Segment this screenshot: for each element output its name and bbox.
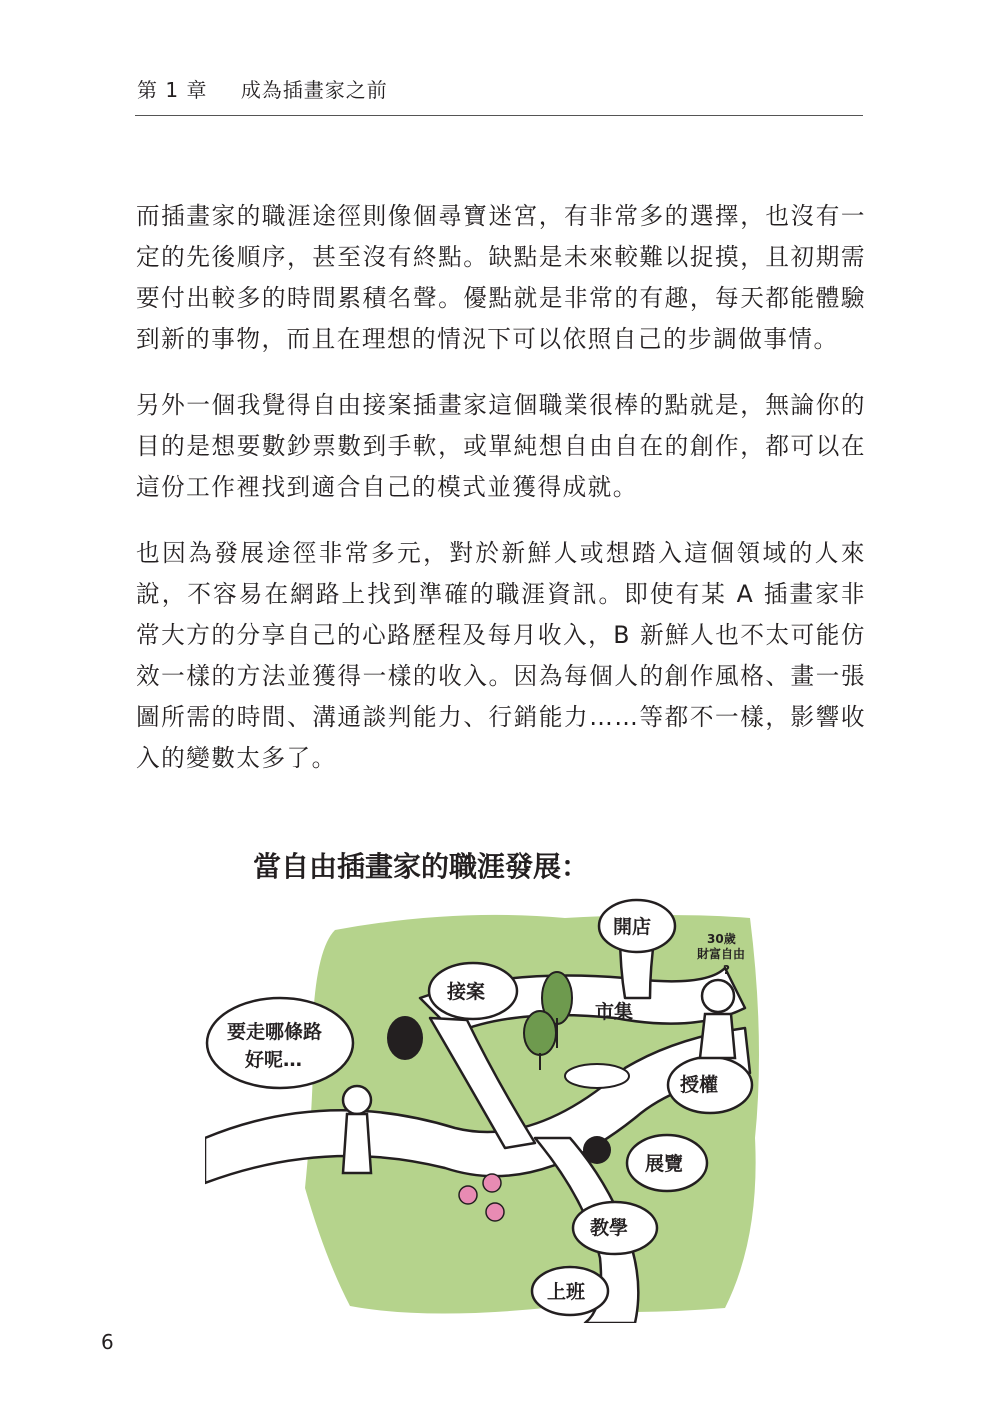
body-text (136, 196, 866, 804)
paragraph-2: 另外一個我覺得自由接案插畫家這個職業很棒的點就是，無論你的目的是想要數鈔票數到手軟，或單純想自由自在的創作，都可以在這份工作裡找到適合自己的模式並獲得成就。 (136, 391, 866, 501)
running-header (137, 74, 388, 103)
label-market: 市集 (595, 1001, 634, 1023)
fallen-character (565, 1064, 629, 1088)
speech-line-2: 好呢… (245, 1049, 303, 1071)
speech-bubble (207, 998, 353, 1088)
bomb-icon (583, 1136, 611, 1164)
illustration-title: 當自由插畫家的職涯發展： (253, 850, 590, 883)
thought-line-1: 30歲 (707, 932, 736, 946)
thinking-character (343, 1086, 371, 1173)
header-rule (135, 115, 863, 116)
label-exhibition: 展覽 (645, 1153, 684, 1175)
tree-small (524, 1011, 556, 1055)
label-shop: 開店 (613, 916, 652, 938)
chapter-number: 第 1 章 (137, 78, 208, 102)
page-number: 6 (101, 1330, 114, 1354)
speech-line-1: 要走哪條路 (227, 1021, 323, 1043)
career-maze-illustration (205, 838, 775, 1323)
thought-line-2: 財富自由 (697, 947, 746, 961)
happy-character (700, 980, 735, 1058)
label-teaching: 教學 (590, 1217, 629, 1239)
label-work: 上班 (547, 1281, 586, 1303)
label-licensing: 授權 (680, 1074, 719, 1096)
dark-tree (387, 1016, 423, 1060)
paragraph-3: 也因為發展途徑非常多元，對於新鮮人或想踏入這個領域的人來說，不容易在網路上找到準確的職涯資訊。即使有某 A 插畫家非常大方的分享自己的心路歷程及每月收入，B 新鮮人也不太可能仿效一樣的方法並獲得一樣的收入。因為每個人的創作風格、畫一張圖所需的時間、溝通談判能力、行銷能力……等都不一樣，影響收入的變數太多了。 (136, 539, 866, 772)
chapter-title: 成為插畫家之前 (240, 78, 388, 102)
label-freelance: 接案 (447, 981, 486, 1003)
thought-line-3: ? (723, 963, 730, 977)
paragraph-1: 而插畫家的職涯途徑則像個尋寶迷宮，有非常多的選擇，也沒有一定的先後順序，甚至沒有終點。缺點是未來較難以捉摸，且初期需要付出較多的時間累積名聲。優點就是非常的有趣，每天都能體驗到新的事物，而且在理想的情況下可以依照自己的步調做事情。 (136, 202, 866, 353)
